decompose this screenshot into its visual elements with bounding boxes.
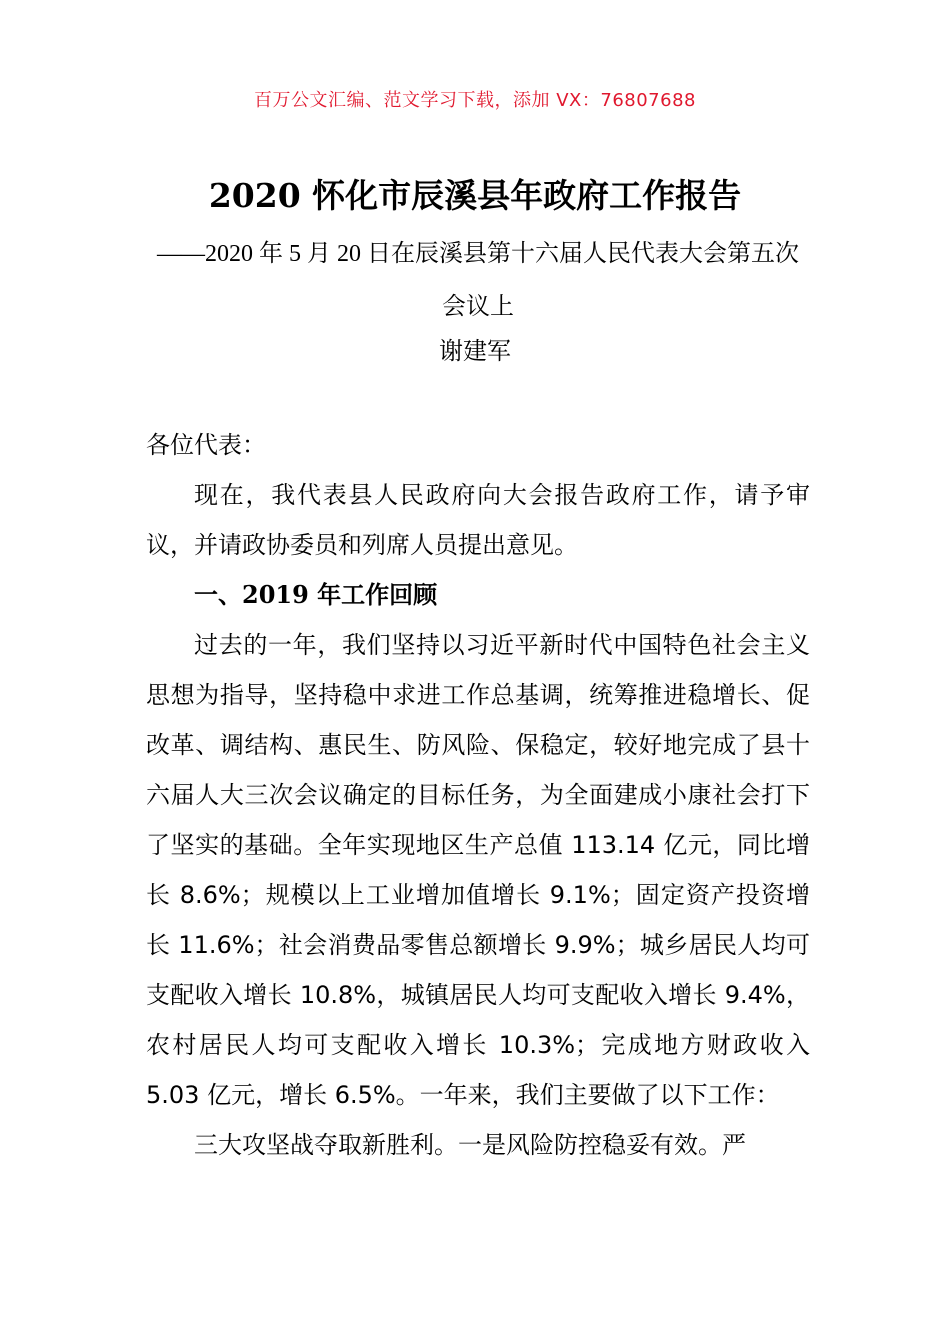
intro-paragraph: 现在，我代表县人民政府向大会报告政府工作，请予审议，并请政协委员和列席人员提出意见。	[146, 481, 810, 559]
header-watermark-note: 百万公文汇编、范文学习下载，添加 VX：76807688	[254, 90, 696, 111]
next-paragraph: 三大攻坚战夺取新胜利。一是风险防控稳妥有效。严	[194, 1131, 746, 1159]
author-name: 谢建军	[439, 337, 511, 365]
page-title: 2020 怀化市辰溪县年政府工作报告	[208, 176, 742, 215]
document-body	[146, 420, 810, 1170]
section-heading: 一、2019 年工作回顾	[194, 580, 438, 609]
review-paragraph: 过去的一年，我们坚持以习近平新时代中国特色社会主义思想为指导，坚持稳中求进工作总基调，统筹推进稳增长、促改革、调结构、惠民生、防风险、保稳定，较好地完成了县十六届人大三次会议确定的目标任务，为全面建成小康社会打下了坚实的基础。全年实现地区生产总值 113.14 亿元，同比增长 8.6%；规模以上工业增加值增长 9.1%；固定资产投资增长 11.6%；社会消费品零售总额增长 9.9%；城乡居民人均可支配收入增长 10.8%，城镇居民人均可支配收入增长 9.4%，农村居民人均可支配收入增长 10.3%；完成地方财政收入 5.03 亿元，增长 6.5%。一年来，我们主要做了以下工作：	[146, 631, 810, 1109]
page-subtitle: ——2020 年 5 月 20 日在辰溪县第十六届人民代表大会第五次会议上	[157, 241, 799, 320]
greeting: 各位代表：	[146, 431, 266, 459]
